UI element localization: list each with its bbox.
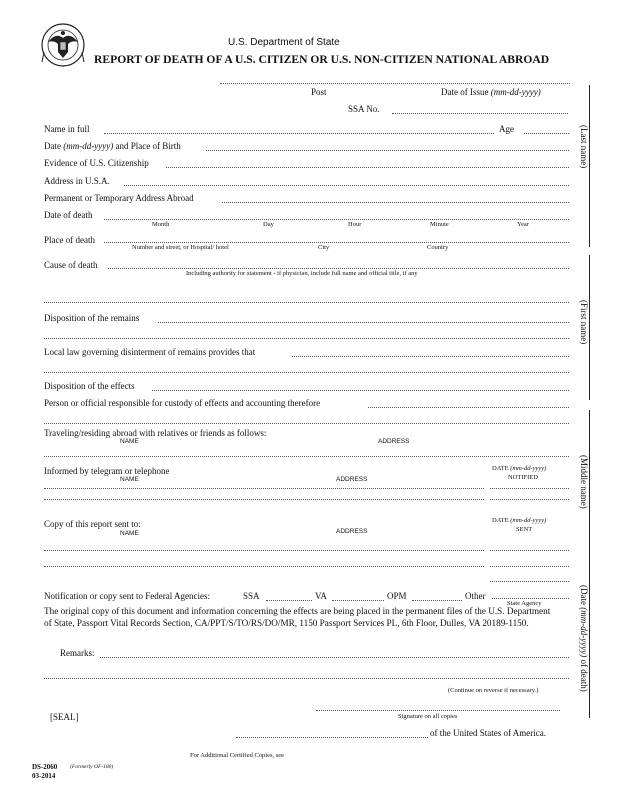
seal-label: [SEAL]: [50, 712, 79, 722]
informed-line-0[interactable]: [44, 488, 484, 489]
revision-date: 03-2014: [32, 772, 56, 780]
pod-country-label: Country: [427, 244, 449, 251]
evidence-field[interactable]: [166, 167, 569, 168]
traveling-label: Traveling/residing abroad with relatives or friends as follows:: [44, 428, 267, 438]
trav-address-header: ADDRESS: [378, 438, 410, 445]
cause-of-death-label: Cause of death: [44, 260, 98, 270]
cause-of-death-field[interactable]: [108, 268, 569, 269]
va-agency-label: VA: [315, 591, 327, 601]
side-divider-2: [589, 255, 590, 400]
copy-line-2[interactable]: [44, 566, 484, 567]
side-middle-name: (Middle name): [579, 455, 589, 509]
remarks-line-2[interactable]: [44, 678, 569, 679]
copy-date-3[interactable]: [490, 581, 569, 582]
place-of-death-field[interactable]: [104, 242, 569, 243]
local-law-line-2[interactable]: [44, 372, 569, 373]
local-law-field[interactable]: [292, 356, 569, 357]
additional-copies-note: For Additional Certified Copies, see: [190, 752, 285, 759]
copy-date-header: DATE (mm-dd-yyyy): [492, 517, 547, 524]
disposition-remains-field[interactable]: [158, 322, 569, 323]
address-us-label: Address in U.S.A.: [44, 176, 110, 186]
title-line[interactable]: [236, 737, 428, 738]
inf-date-header: DATE (mm-dd-yyyy): [492, 465, 547, 472]
date-of-death-field[interactable]: [104, 219, 569, 220]
dod-minute-label: Minute: [430, 221, 449, 228]
ssa-no-field[interactable]: [392, 113, 568, 114]
notification-label: Notification or copy sent to Federal Agencies:: [44, 591, 210, 601]
copy-address-header: ADDRESS: [336, 528, 368, 535]
side-date-of-death: (Date (mm-dd-yyyy) of death): [579, 585, 589, 692]
informed-line-1[interactable]: [44, 499, 484, 500]
ssa-agency-label: SSA: [243, 591, 260, 601]
copy-line-1[interactable]: [44, 550, 484, 551]
continue-note: (Continue on reverse if necessary.): [448, 687, 539, 694]
signature-label: Signature on all copies: [398, 713, 458, 720]
opm-agency-field[interactable]: [412, 600, 462, 601]
copy-date-2[interactable]: [490, 566, 569, 567]
formerly-note: (Formerly OF-180): [70, 764, 114, 770]
side-first-name: (First name): [579, 300, 589, 345]
department-of-state-seal: [38, 22, 88, 68]
dod-day-label: Day: [263, 221, 274, 228]
date-place-birth-field[interactable]: [206, 150, 569, 151]
copy-sent-header: SENT: [516, 526, 533, 533]
date-place-birth-label: Date (mm-dd-yyyy) and Place of Birth: [44, 141, 181, 151]
other-agency-field[interactable]: [492, 598, 569, 599]
post-label: Post: [311, 87, 327, 97]
pod-street-label: Number and street, or Hospital/ hotel: [132, 244, 229, 251]
remarks-label: Remarks:: [60, 648, 95, 658]
side-last-name: (Last name): [579, 125, 589, 169]
of-usa-label: of the United States of America.: [430, 728, 546, 738]
form-title: REPORT OF DEATH OF A U.S. CITIZEN OR U.S. NON-CITIZEN NATIONAL ABROAD: [94, 53, 550, 66]
original-copy-paragraph: The original copy of this document and information concerning the effects are being placed in the permanent files of the U.S. Department of State, Passport Vital Records Section, CA/PPT/S/TO/RS/DO/MR, 1150 Passport Services PL, 6th Floor, Dulles, VA 20189-1150.: [44, 606, 551, 628]
person-custody-field[interactable]: [368, 407, 569, 408]
opm-agency-label: OPM: [387, 591, 407, 601]
dod-hour-label: Hour: [348, 221, 362, 228]
ssa-no-label: SSA No.: [348, 104, 380, 114]
name-in-full-field[interactable]: [104, 133, 494, 134]
disposition-effects-label: Disposition of the effects: [44, 381, 135, 391]
dod-year-label: Year: [517, 221, 529, 228]
informed-date-1[interactable]: [490, 499, 569, 500]
copy-date-1[interactable]: [490, 550, 569, 551]
side-divider-4: [589, 573, 590, 718]
local-law-label: Local law governing disinterment of remains provides that: [44, 347, 256, 357]
pod-city-label: City: [318, 244, 330, 251]
dod-month-label: Month: [152, 221, 170, 228]
copy-sent-label: Copy of this report sent to:: [44, 519, 141, 529]
cause-note: Including authority for statement - if physician, include full name and official title, if any: [186, 270, 418, 277]
cause-of-death-line-2[interactable]: [44, 302, 569, 303]
date-of-issue-label: Date of Issue (mm-dd-yyyy): [441, 87, 541, 97]
traveling-line-1[interactable]: [44, 456, 569, 457]
age-label: Age: [499, 124, 514, 134]
other-agency-label: Other: [465, 591, 486, 601]
date-of-death-label: Date of death: [44, 210, 93, 220]
place-of-death-label: Place of death: [44, 235, 95, 245]
person-custody-label: Person or official responsible for custody of effects and accounting therefore: [44, 398, 321, 408]
perm-address-field[interactable]: [222, 202, 569, 203]
perm-address-label: Permanent or Temporary Address Abroad: [44, 193, 194, 203]
disposition-effects-field[interactable]: [152, 390, 569, 391]
age-field[interactable]: [524, 133, 569, 134]
trav-name-header: NAME: [120, 438, 139, 445]
va-agency-field[interactable]: [332, 600, 384, 601]
inf-notified-header: NOTIFIED: [508, 474, 538, 481]
signature-line[interactable]: [316, 710, 560, 711]
evidence-label: Evidence of U.S. Citizenship: [44, 158, 149, 168]
department-name: U.S. Department of State: [228, 37, 340, 48]
person-custody-line-2[interactable]: [44, 423, 569, 424]
inf-name-header: NAME: [120, 476, 139, 483]
name-in-full-label: Name in full: [44, 124, 90, 134]
ssa-agency-field[interactable]: [266, 600, 312, 601]
disposition-remains-line-2[interactable]: [44, 338, 569, 339]
post-line[interactable]: [220, 83, 570, 84]
remarks-field[interactable]: [100, 657, 569, 658]
address-us-field[interactable]: [124, 185, 569, 186]
informed-label: Informed by telegram or telephone: [44, 466, 170, 476]
informed-date-0[interactable]: [490, 488, 569, 489]
copy-name-header: NAME: [120, 530, 139, 537]
inf-address-header: ADDRESS: [336, 476, 368, 483]
form-number: DS-2060: [32, 763, 58, 771]
side-divider-3: [589, 410, 590, 580]
side-divider-1: [589, 85, 590, 247]
state-agency-label: State Agency: [507, 600, 542, 607]
disposition-remains-label: Disposition of the remains: [44, 313, 140, 323]
